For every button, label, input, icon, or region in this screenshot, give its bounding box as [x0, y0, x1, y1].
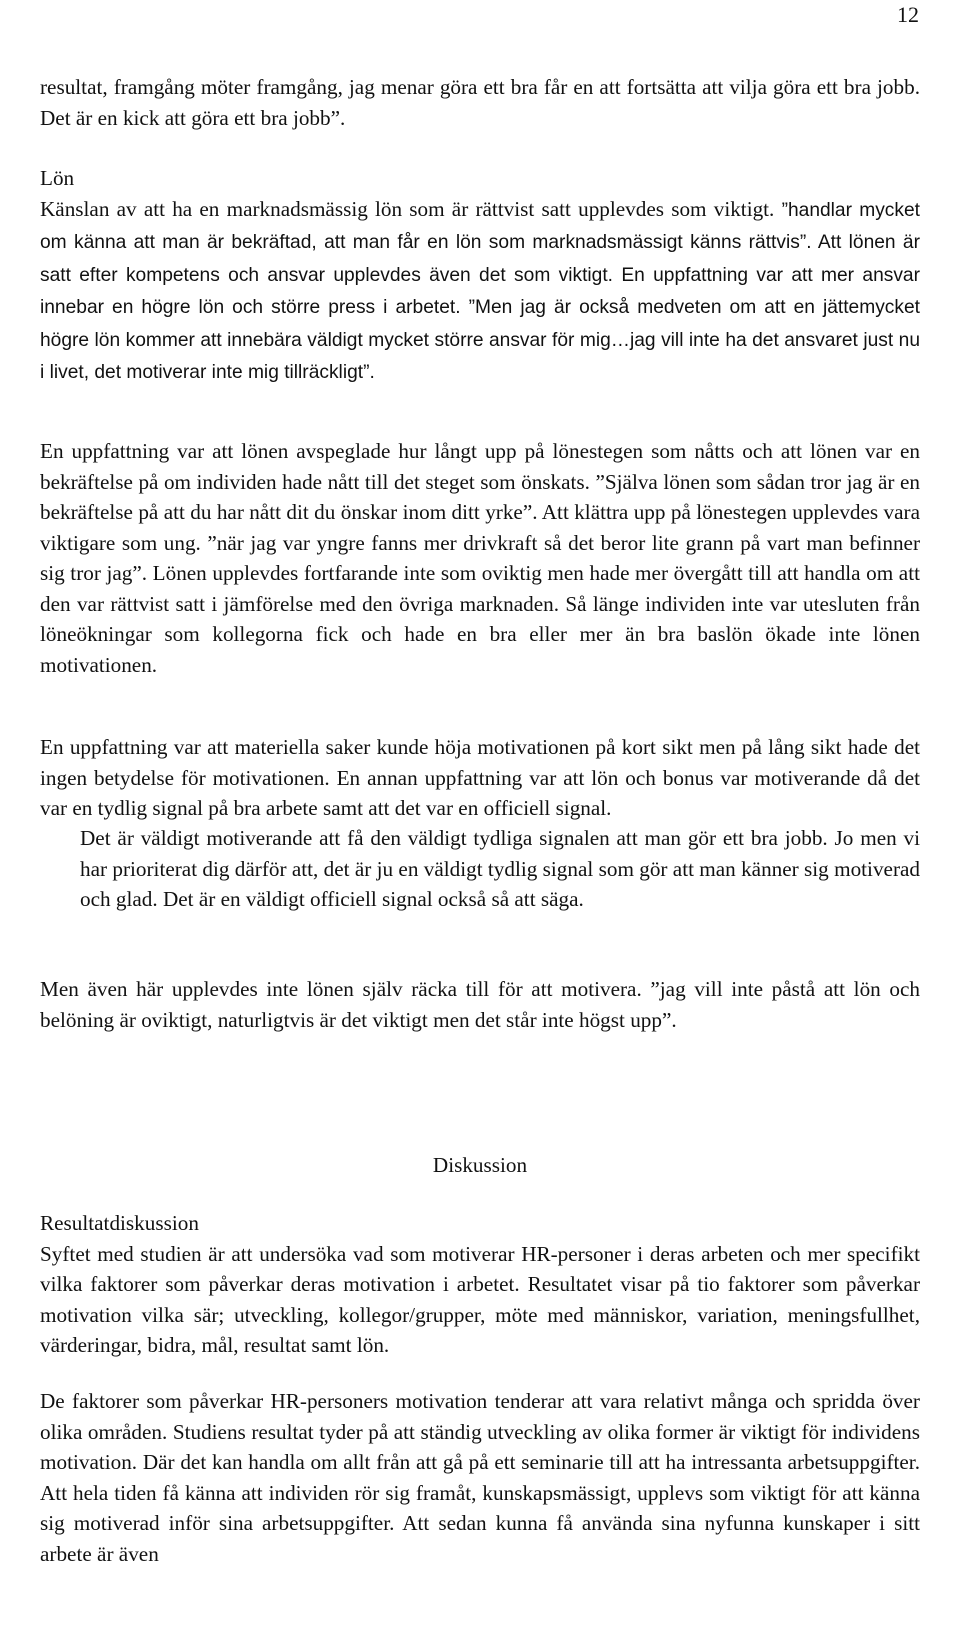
paragraph-results-continued — [40, 72, 920, 133]
quote-inline-2: ”Men jag är också medveten om att en jättemycket högre lön kommer att innebära väldigt mycket större ansvar för mig…jag vill inte ha det ansvaret just nu i livet, det motiverar inte mig tillräckligt”. — [40, 297, 920, 383]
section-resultatdiskussion — [40, 1208, 920, 1361]
paragraph-belöning — [40, 974, 920, 1035]
paragraph-text: De faktorer som påverkar HR-personers motivation tenderar att vara relativt många och spridda över olika områden. Studiens resultat tyder på att ständig utveckling av olika former är viktigt för individens motivation. Där det kan handla om allt från att gå på ett seminarie till att ha intressanta arbetsuppgifter. Att hela tiden få känna att individen rör sig framåt, kunskapsmässigt, upplevs som viktigt för att känna sig motiverad inför sina arbetsuppgifter. Att sedan kunna få använda sina nyfunna kunskaper i sitt arbete är även — [40, 1389, 920, 1566]
block-quote — [80, 823, 920, 915]
paragraph-text: resultat, framgång möter framgång, jag menar göra ett bra får en att fortsätta att vilja göra ett bra jobb. Det är en kick att göra ett bra jobb”. — [40, 75, 920, 130]
paragraph-lon-intro: Känslan av att ha en marknadsmässig lön som är rättvist satt upplevdes som viktigt. — [40, 196, 775, 221]
paragraph-materiella — [40, 732, 920, 824]
paragraph-text: En uppfattning var att materiella saker kunde höja motivationen på kort sikt men på lång sikt hade det ingen betydelse för motivationen. En annan uppfattning var att lön och bonus var motiverande då det var en tydlig signal på bra arbete samt att det var en officiell signal. — [40, 735, 920, 820]
page-number: 12 — [897, 2, 919, 27]
subheading-resultatdiskussion: Resultatdiskussion — [40, 1211, 199, 1235]
paragraph-faktorer — [40, 1386, 920, 1569]
subheading-lon: Lön — [40, 166, 75, 190]
paragraph-lonestegen — [40, 436, 920, 680]
paragraph-text: Syftet med studien är att undersöka vad som motiverar HR-personer i deras arbeten och mer specifikt vilka faktorer som påverkar deras motivation i arbetet. Resultatet visar på tio faktorer som påverkar motivation vilka sär; utveckling, kollegor/grupper, möte med människor, variation, meningsfullhet, värderingar, bidra, mål, resultat samt lön. — [40, 1241, 920, 1357]
heading-diskussion: Diskussion — [432, 1153, 528, 1177]
paragraph-lon-sans: Att lönen är satt efter kompetens och ansvar upplevdes även det som viktigt. En uppfattning var att mer ansvar innebar en högre lön och större press i arbetet. — [40, 232, 920, 318]
quote-inline-1: ”handlar mycket om känna att man är bekräftad, att man får en lön som marknadsmässigt känns rättvis”. — [40, 199, 920, 253]
section-lon — [40, 163, 920, 389]
paragraph-lon — [40, 194, 920, 389]
quote-text: Det är väldigt motiverande att få den väldigt tydliga signalen att man gör ett bra jobb. Jo men vi har prioriterat dig därför att, det är ju en väldigt tydlig signal som gör att man känner sig motiverad och glad. Det är en väldigt officiell signal också så att säga. — [80, 826, 920, 911]
paragraph-text: Men även här upplevdes inte lönen själv räcka till för att motivera. ”jag vill inte påstå att lön och belöning är oviktigt, naturligtvis är det viktigt men det står inte högst upp”. — [40, 977, 920, 1032]
paragraph-text: En uppfattning var att lönen avspeglade hur långt upp på lönestegen som nåtts och att lönen var en bekräftelse på om individen hade nått till det steget som önskats. ”Själva lönen som sådan tror jag är en bekräftelse på att du har nått dit du önskar inom ditt yrke”. Att klättra upp på lönestegen upplevdes vara viktigare som ung. ”när jag var yngre fanns mer drivkraft så det beror lite grann på vart man befinner sig tror jag”. Lönen upplevdes fortfarande inte som oviktig men hade mer övergått till att handla om att den var rättvist satt i jämförelse med den övriga marknaden. Så länge individen inte var utesluten från löneökningar som kollegorna fick och hade en bra eller mer än bra baslön ökade inte lönen motivationen. — [40, 439, 920, 677]
